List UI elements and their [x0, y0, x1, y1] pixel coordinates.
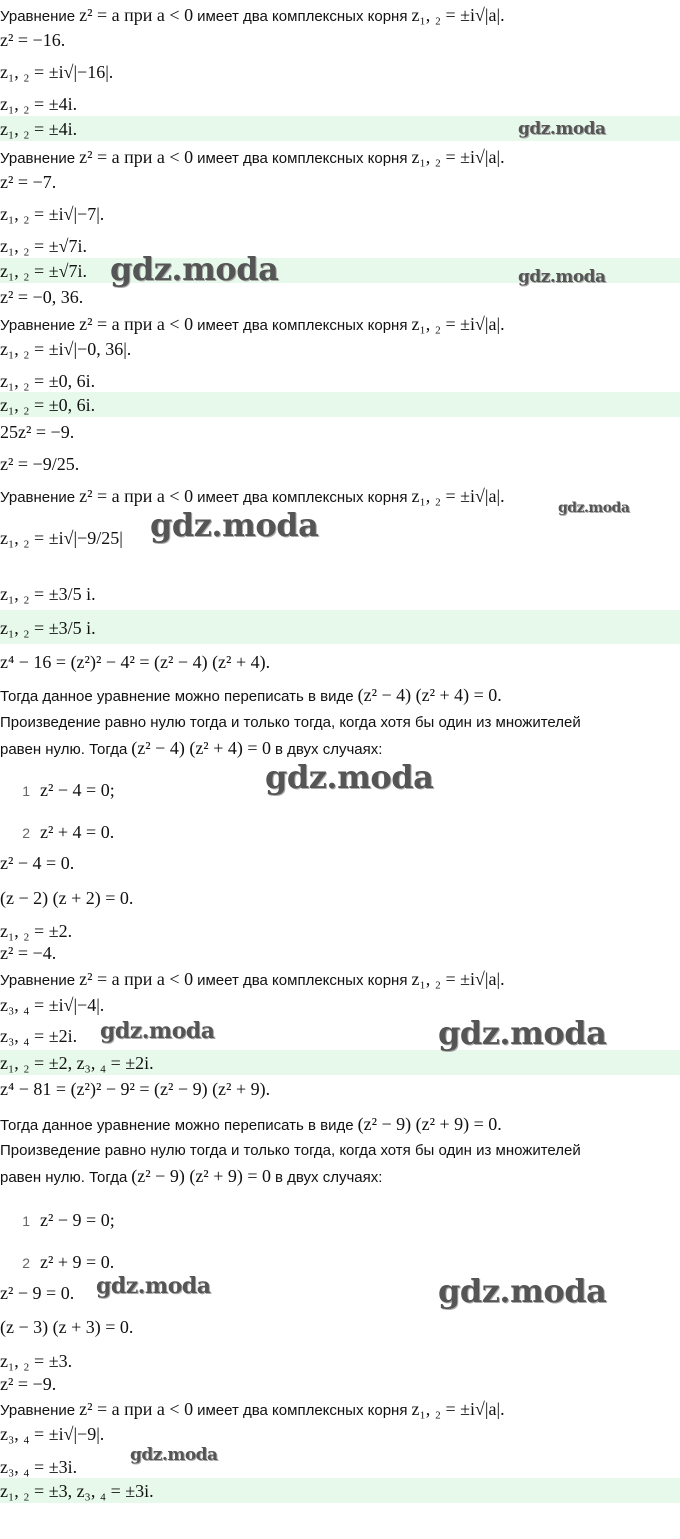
text-line: Произведение равно нулю тогда и только тогда, когда хотя бы один из множителей	[0, 714, 581, 731]
equation: z⁴ − 81 = (z²)² − 9² = (z² − 9) (z² + 9).	[0, 1079, 271, 1099]
watermark: gdz.moda	[558, 500, 630, 516]
equation: z² = −0, 36.	[0, 287, 84, 307]
text-line: равен нулю. Тогда (z² − 4) (z² + 4) = 0 в двух случаях:	[0, 738, 383, 758]
solution-step: z₃, ₄ = ±i√|−9|.	[0, 1424, 105, 1444]
theorem-line: Уравнение z² = a при a < 0 имеет два комплексных корня z₁, ₂ = ±i√|a|.	[0, 486, 505, 506]
list-item: 1 z² − 4 = 0;	[22, 780, 115, 800]
equation: z² = −9.	[0, 1374, 57, 1394]
answer: z₁, ₂ = ±3, z₃, ₄ = ±3i.	[0, 1481, 154, 1501]
solution-step: z₁, ₂ = ±4i.	[0, 94, 78, 114]
solution-step: z₁, ₂ = ±2.	[0, 921, 73, 941]
solution-step: (z − 2) (z + 2) = 0.	[0, 888, 134, 908]
solution-step: z₁, ₂ = ±0, 6i.	[0, 371, 96, 391]
text-line: Тогда данное уравнение можно переписать в виде (z² − 4) (z² + 4) = 0.	[0, 685, 502, 705]
text-line: Произведение равно нулю тогда и только тогда, когда хотя бы один из множителей	[0, 1142, 581, 1159]
answer: z₁, ₂ = ±4i.	[0, 119, 78, 139]
solution-step: z² − 4 = 0.	[0, 853, 75, 873]
solution-step: (z − 3) (z + 3) = 0.	[0, 1317, 134, 1337]
answer: z₁, ₂ = ±0, 6i.	[0, 395, 96, 415]
equation: z² = −9/25.	[0, 454, 80, 474]
watermark: gdz.moda	[438, 1014, 607, 1052]
equation: z⁴ − 16 = (z²)² − 4² = (z² − 4) (z² + 4).	[0, 652, 271, 672]
equation: z² = −4.	[0, 943, 57, 963]
watermark: gdz.moda	[150, 506, 319, 544]
solution-step: z₁, ₂ = ±√7i.	[0, 236, 87, 256]
theorem-line: Уравнение z² = a при a < 0 имеет два комплексных корня z₁, ₂ = ±i√|a|.	[0, 969, 505, 989]
list-item: 2 z² + 9 = 0.	[22, 1252, 115, 1272]
solution-step: z₁, ₂ = ±i√|−9/25|	[0, 528, 123, 548]
watermark: gdz.moda	[110, 250, 279, 288]
watermark: gdz.moda	[130, 1445, 218, 1465]
solution-step: z₃, ₄ = ±i√|−4|.	[0, 995, 105, 1015]
equation: z² = −16.	[0, 30, 66, 50]
theorem-line: Уравнение z² = a при a < 0 имеет два комплексных корня z₁, ₂ = ±i√|a|.	[0, 5, 505, 25]
list-item: 2 z² + 4 = 0.	[22, 822, 115, 842]
text-line: Тогда данное уравнение можно переписать в виде (z² − 9) (z² + 9) = 0.	[0, 1114, 502, 1134]
solution-step: z₃, ₄ = ±3i.	[0, 1457, 78, 1477]
watermark: gdz.moda	[100, 1018, 215, 1044]
watermark: gdz.moda	[265, 758, 434, 796]
answer: z₁, ₂ = ±3/5 i.	[0, 618, 96, 638]
solution-step: z₃, ₄ = ±2i.	[0, 1026, 78, 1046]
watermark: gdz.moda	[438, 1272, 607, 1310]
solution-step: z² − 9 = 0.	[0, 1283, 75, 1303]
theorem-line: Уравнение z² = a при a < 0 имеет два комплексных корня z₁, ₂ = ±i√|a|.	[0, 1399, 505, 1419]
answer: z₁, ₂ = ±2, z₃, ₄ = ±2i.	[0, 1053, 154, 1073]
watermark: gdz.moda	[518, 267, 606, 287]
solution-step: z₁, ₂ = ±i√|−16|.	[0, 62, 114, 82]
solution-step: z₁, ₂ = ±3/5 i.	[0, 584, 96, 604]
watermark: gdz.moda	[96, 1273, 211, 1299]
solution-step: z₁, ₂ = ±i√|−0, 36|.	[0, 339, 132, 359]
watermark: gdz.moda	[518, 119, 606, 139]
solution-step: z₁, ₂ = ±3.	[0, 1351, 73, 1371]
equation: z² = −7.	[0, 172, 57, 192]
answer-highlight	[0, 392, 680, 417]
answer: z₁, ₂ = ±√7i.	[0, 261, 87, 281]
answer-highlight	[0, 610, 680, 644]
text-line: равен нулю. Тогда (z² − 9) (z² + 9) = 0 в двух случаях:	[0, 1166, 383, 1186]
theorem-line: Уравнение z² = a при a < 0 имеет два комплексных корня z₁, ₂ = ±i√|a|.	[0, 147, 505, 167]
theorem-line: Уравнение z² = a при a < 0 имеет два комплексных корня z₁, ₂ = ±i√|a|.	[0, 314, 505, 334]
equation: 25z² = −9.	[0, 422, 75, 442]
solution-step: z₁, ₂ = ±i√|−7|.	[0, 204, 105, 224]
list-item: 1 z² − 9 = 0;	[22, 1210, 115, 1230]
